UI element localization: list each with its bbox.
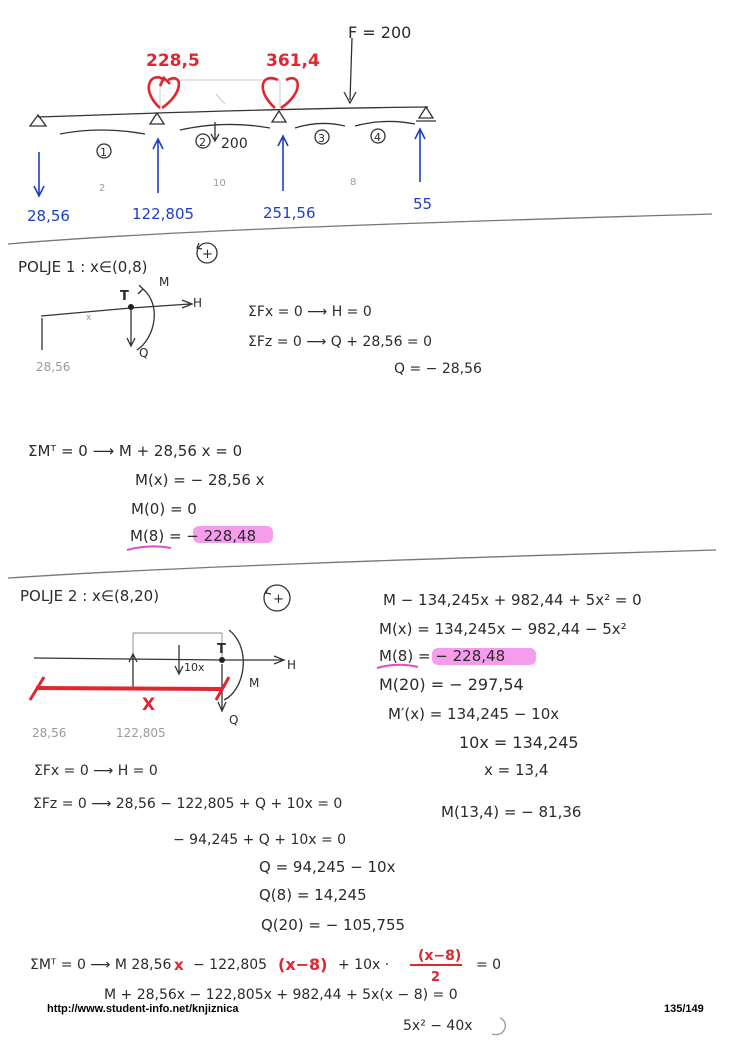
p1-moment-arrowhead — [138, 285, 143, 294]
reaction-label-2: 122,805 — [132, 205, 195, 223]
footer-url[interactable]: http://www.student-info.net/knjiznica — [47, 1003, 239, 1015]
support-2 — [150, 113, 164, 124]
p1-eq-fx: ΣFx = 0 ⟶ H = 0 — [248, 304, 372, 320]
sign-convention — [197, 243, 217, 263]
reaction-arrow-1 — [34, 152, 44, 196]
p2-point-label: T — [217, 642, 226, 657]
p2-eq-line2: M + 28,56x − 122,805x + 982,44 + 5x(x − 8) = 0 — [104, 987, 458, 1003]
reaction-label-4: 55 — [413, 195, 433, 213]
polje2-heading: POLJE 2 : x∈(8,20) — [20, 587, 160, 605]
p1-m-8: M(8) = − 228,48 — [130, 527, 257, 545]
point-load-label: 200 — [221, 136, 248, 152]
field-4-label: 4 — [374, 131, 381, 144]
p2-eq-mt-frac-num: (x−8) — [418, 948, 462, 964]
p1-coord-label: x — [86, 313, 92, 323]
p2-eq-fz2: − 94,245 + Q + 10x = 0 — [173, 832, 347, 848]
p2-eq-mt-frac-den: 2 — [431, 970, 441, 985]
p2-eq-line3: 5x² − 40x — [403, 1018, 473, 1034]
p1-moment-arc — [137, 289, 154, 350]
p2-r-eq-10x: 10x = 134,245 — [459, 733, 579, 752]
reaction-arrow-2 — [153, 139, 163, 193]
p2-eq-fx: ΣFx = 0 ⟶ H = 0 — [34, 763, 158, 779]
p1-q-result: Q = − 28,56 — [394, 361, 482, 377]
p2-cut-label: X — [142, 695, 156, 715]
separator-1 — [8, 214, 712, 244]
p2-q-8: Q(8) = 14,245 — [259, 886, 367, 904]
polje1-heading: POLJE 1 : x∈(0,8) — [18, 258, 148, 276]
p1-eq-fz: ΣFz = 0 ⟶ Q + 28,56 = 0 — [248, 334, 433, 350]
span-brace-1 — [60, 130, 145, 134]
reaction-label-3: 251,56 — [263, 204, 316, 222]
p2-normal-label: H — [287, 658, 297, 672]
p2-r-x-val: x = 13,4 — [484, 761, 549, 779]
moment-left-label: 228,5 — [146, 51, 200, 71]
page-number: 135/149 — [664, 1003, 704, 1015]
span-length-2: 10 — [213, 178, 226, 189]
span-length-1: 2 — [99, 183, 106, 194]
span-brace-2 — [180, 124, 270, 130]
p2-eq-mt-d: + 10x · — [338, 957, 390, 973]
moment-right-arc-a — [263, 78, 278, 108]
p2-distributed-label: 10x — [184, 661, 205, 674]
p2-moment-label: M — [249, 676, 260, 690]
polje2-section — [20, 585, 642, 1035]
p1-load-label: 28,56 — [36, 360, 71, 374]
p2-red-bar — [36, 688, 222, 689]
p2-sign-plus: + — [273, 592, 284, 607]
p2-r-eq-m: M − 134,245x + 982,44 + 5x² = 0 — [383, 591, 642, 609]
polje1-section — [8, 258, 716, 578]
span-length-3: 8 — [350, 177, 357, 188]
moment-right-arc-b — [281, 78, 298, 108]
p1-point-T — [128, 304, 134, 310]
p2-r-m-x: M(x) = 134,245x − 982,44 − 5x² — [379, 620, 627, 638]
p1-eq-m: ΣMᵀ = 0 ⟶ M + 28,56 x = 0 — [28, 442, 243, 460]
field-3-label: 3 — [318, 132, 325, 145]
p2-mid-load: 122,805 — [116, 726, 166, 740]
field-2-label: 2 — [199, 136, 206, 149]
p2-eq-fz: ΣFz = 0 ⟶ 28,56 − 122,805 + Q + 10x = 0 — [33, 796, 343, 812]
beam-line — [38, 107, 428, 117]
p1-m-0: M(0) = 0 — [131, 500, 197, 518]
force-arrow — [344, 38, 356, 103]
p2-q-20: Q(20) = − 105,755 — [261, 916, 406, 934]
reaction-arrow-4 — [415, 129, 425, 182]
p2-r-dm-x: M′(x) = 134,245 − 10x — [388, 705, 560, 723]
span-brace-3 — [295, 123, 345, 128]
moment-right-label: 361,4 — [266, 51, 320, 71]
p2-beam-line — [34, 656, 284, 664]
support-3 — [272, 111, 286, 122]
beam-diagram — [8, 23, 712, 244]
p1-underline — [127, 546, 171, 550]
span-brace-4 — [355, 121, 415, 126]
p2-eq-mt-c: (x−8) — [278, 955, 328, 974]
p2-eq-mt-e: = 0 — [476, 957, 502, 973]
p2-r-m-20: M(20) = − 297,54 — [379, 675, 524, 694]
p2-point-T — [219, 657, 225, 663]
force-label: F = 200 — [348, 23, 412, 42]
p1-moment-label: M — [159, 275, 170, 289]
p1-beam-line — [41, 300, 192, 316]
p2-reaction-arrow — [129, 654, 137, 690]
p2-shear-label: Q — [229, 713, 239, 727]
p1-shear-label: Q — [139, 346, 149, 360]
p1-m-x: M(x) = − 28,56 x — [135, 471, 265, 489]
field-1-label: 1 — [100, 146, 107, 159]
p2-left-load: 28,56 — [32, 726, 67, 740]
p2-eq-mt-x: x — [174, 956, 184, 974]
sign-plus: + — [202, 247, 213, 262]
p2-r-m-8: M(8) = − 228,48 — [379, 647, 506, 665]
p1-normal-label: H — [193, 296, 203, 310]
p2-underline — [377, 665, 418, 668]
p2-moment-arc — [224, 630, 243, 700]
separator-2 — [8, 550, 716, 578]
p2-eq-mt-a: ΣMᵀ = 0 ⟶ M 28,56 — [30, 957, 172, 973]
p2-q-x: Q = 94,245 − 10x — [259, 858, 396, 876]
p2-r-m-134: M(13,4) = − 81,36 — [441, 803, 582, 821]
p2-eq-bracket — [492, 1018, 505, 1035]
p2-eq-mt-b: − 122,805 — [193, 957, 268, 973]
reaction-label-1: 28,56 — [27, 207, 70, 225]
p2-load-rect — [133, 633, 222, 660]
reaction-arrow-3 — [278, 136, 288, 191]
p1-shear-arrow — [127, 310, 135, 346]
support-right — [416, 107, 436, 121]
p1-point-label: T — [120, 289, 129, 304]
